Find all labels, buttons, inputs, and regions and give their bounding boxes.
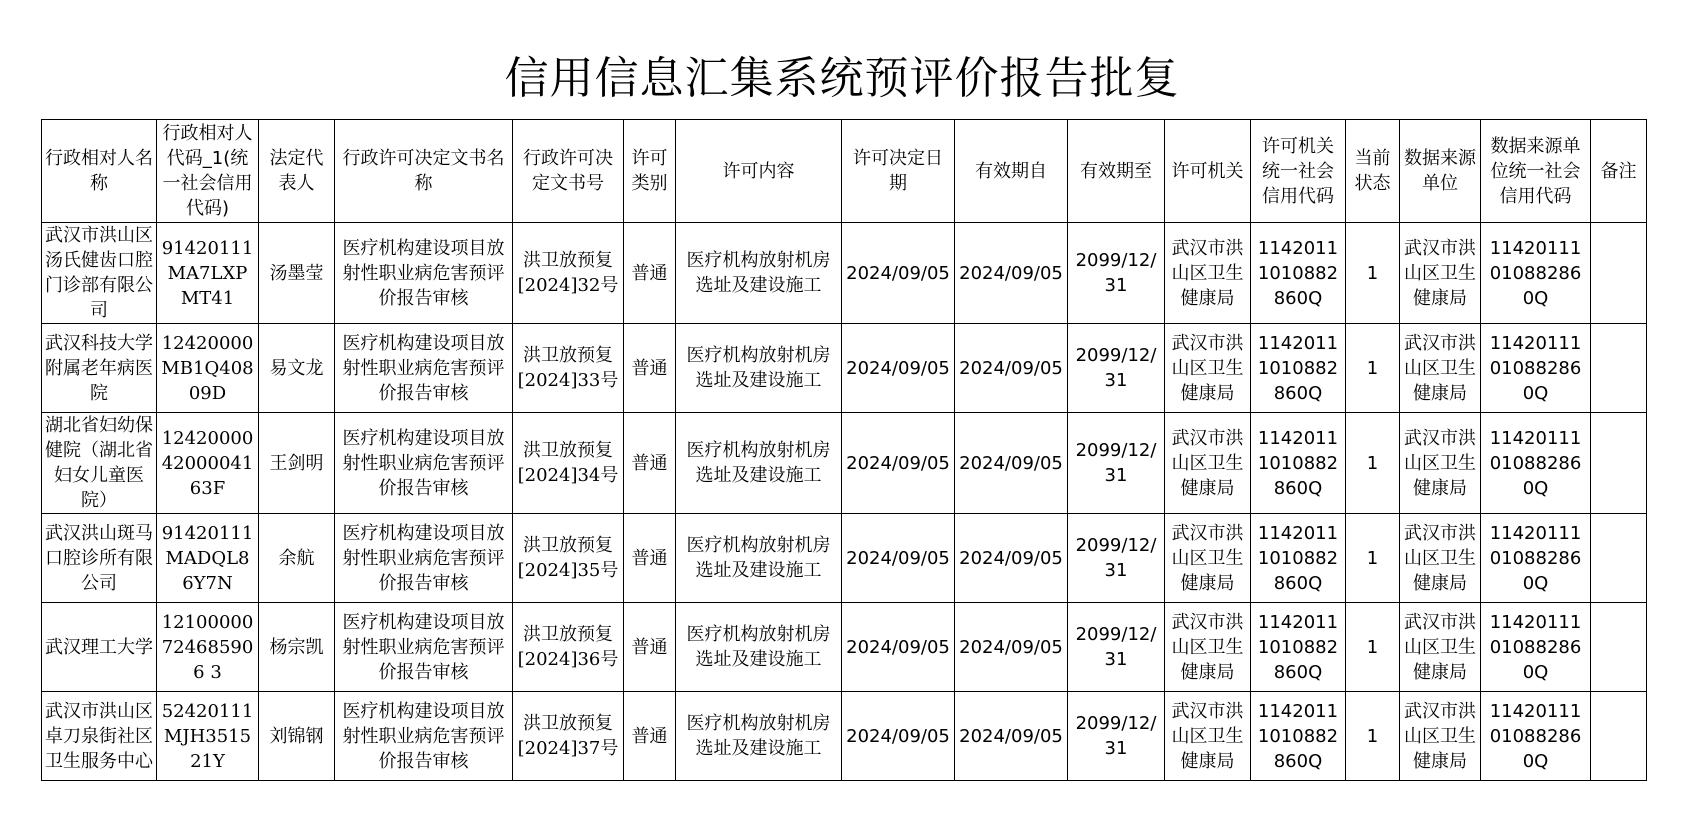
header-cell: 行政相对人名称: [42, 120, 157, 223]
table-cell: 汤墨莹: [259, 223, 335, 324]
table-cell: 2024/09/05: [842, 413, 955, 514]
header-cell: 有效期自: [955, 120, 1068, 223]
table-cell: 2024/09/05: [955, 603, 1068, 692]
table-cell: 2024/09/05: [955, 413, 1068, 514]
table-cell: 11420111010882860Q: [1481, 413, 1591, 514]
table-cell: 1: [1346, 413, 1400, 514]
table-cell: 医疗机构放射机房选址及建设施工: [676, 324, 842, 413]
table-cell: 武汉洪山斑马口腔诊所有限公司: [42, 514, 157, 603]
table-cell: 洪卫放预复[2024]32号: [513, 223, 624, 324]
table-cell: 普通: [624, 413, 676, 514]
table-cell: 武汉市洪山区卫生健康局: [1400, 223, 1481, 324]
table-cell: 医疗机构建设项目放射性职业病危害预评价报告审核: [335, 223, 513, 324]
table-cell: [1591, 413, 1647, 514]
table-cell: 11420111010882860Q: [1481, 223, 1591, 324]
table-cell: 医疗机构放射机房选址及建设施工: [676, 413, 842, 514]
table-cell: [1591, 223, 1647, 324]
table-cell: 武汉市洪山区卫生健康局: [1400, 324, 1481, 413]
header-cell: 当前状态: [1346, 120, 1400, 223]
header-cell: 行政许可决定文书名称: [335, 120, 513, 223]
table-cell: 武汉市洪山区卫生健康局: [1400, 603, 1481, 692]
table-cell: 12100000724685906 3: [157, 603, 259, 692]
table-cell: 武汉市洪山区卫生健康局: [1165, 692, 1251, 781]
table-cell: 洪卫放预复[2024]35号: [513, 514, 624, 603]
table-cell: 医疗机构建设项目放射性职业病危害预评价报告审核: [335, 324, 513, 413]
table-cell: 普通: [624, 324, 676, 413]
table-cell: 1: [1346, 223, 1400, 324]
table-cell: 2024/09/05: [955, 223, 1068, 324]
table-cell: 洪卫放预复[2024]36号: [513, 603, 624, 692]
table-body: [42, 223, 1647, 781]
table-cell: 11420111010882860Q: [1481, 324, 1591, 413]
table-cell: 洪卫放预复[2024]37号: [513, 692, 624, 781]
table-cell: 普通: [624, 223, 676, 324]
table-cell: 余航: [259, 514, 335, 603]
table-cell: 11420111010882860Q: [1251, 223, 1346, 324]
table-cell: [1591, 324, 1647, 413]
table-cell: 武汉市洪山区卫生健康局: [1165, 514, 1251, 603]
table-cell: 普通: [624, 692, 676, 781]
table-cell: [1591, 603, 1647, 692]
table-cell: 12420000MB1Q40809D: [157, 324, 259, 413]
table-cell: 11420111010882860Q: [1481, 692, 1591, 781]
table-cell: 2024/09/05: [842, 514, 955, 603]
table-cell: 普通: [624, 514, 676, 603]
header-cell: 许可内容: [676, 120, 842, 223]
table-cell: 11420111010882860Q: [1251, 514, 1346, 603]
table-cell: 11420111010882860Q: [1481, 514, 1591, 603]
table-cell: 武汉市洪山区卫生健康局: [1400, 413, 1481, 514]
header-cell: 有效期至: [1068, 120, 1165, 223]
table-cell: 1: [1346, 692, 1400, 781]
table-cell: 11420111010882860Q: [1251, 603, 1346, 692]
header-cell: 行政相对人代码_1(统一社会信用代码): [157, 120, 259, 223]
table-cell: 91420111MADQL86Y7N: [157, 514, 259, 603]
table-cell: 洪卫放预复[2024]34号: [513, 413, 624, 514]
table-cell: 91420111MA7LXPMT41: [157, 223, 259, 324]
table-cell: 武汉市洪山区卓刀泉街社区卫生服务中心: [42, 692, 157, 781]
table-cell: 52420111MJH351521Y: [157, 692, 259, 781]
table-cell: 医疗机构放射机房选址及建设施工: [676, 603, 842, 692]
table-row: [42, 413, 1647, 514]
header-cell: 行政许可决定文书号: [513, 120, 624, 223]
table-cell: 2099/12/31: [1068, 324, 1165, 413]
table-cell: 2099/12/31: [1068, 603, 1165, 692]
table-cell: 11420111010882860Q: [1251, 692, 1346, 781]
table-cell: 2024/09/05: [955, 324, 1068, 413]
header-cell: 许可机关统一社会信用代码: [1251, 120, 1346, 223]
table-cell: 1: [1346, 514, 1400, 603]
table-cell: 武汉市洪山区卫生健康局: [1400, 692, 1481, 781]
table-cell: 2024/09/05: [842, 692, 955, 781]
header-cell: 许可决定日期: [842, 120, 955, 223]
table-cell: 2099/12/31: [1068, 223, 1165, 324]
header-cell: 许可机关: [1165, 120, 1251, 223]
header-row: [42, 120, 1647, 223]
table-cell: 2024/09/05: [955, 692, 1068, 781]
table-cell: 武汉理工大学: [42, 603, 157, 692]
table-cell: 医疗机构建设项目放射性职业病危害预评价报告审核: [335, 514, 513, 603]
table-cell: 11420111010882860Q: [1251, 413, 1346, 514]
table-row: [42, 514, 1647, 603]
table-cell: 2024/09/05: [842, 324, 955, 413]
table-cell: 普通: [624, 603, 676, 692]
table-cell: 易文龙: [259, 324, 335, 413]
table-cell: 杨宗凯: [259, 603, 335, 692]
table-cell: 医疗机构建设项目放射性职业病危害预评价报告审核: [335, 692, 513, 781]
table-cell: 2099/12/31: [1068, 413, 1165, 514]
table-cell: [1591, 514, 1647, 603]
table-cell: 湖北省妇幼保健院（湖北省妇女儿童医院）: [42, 413, 157, 514]
table-cell: 11420111010882860Q: [1251, 324, 1346, 413]
table-cell: 1: [1346, 324, 1400, 413]
table-cell: 2024/09/05: [842, 603, 955, 692]
table-cell: 医疗机构放射机房选址及建设施工: [676, 692, 842, 781]
table-cell: 武汉市洪山区卫生健康局: [1165, 413, 1251, 514]
table-cell: 洪卫放预复[2024]33号: [513, 324, 624, 413]
document-title: 信用信息汇集系统预评价报告批复: [504, 53, 1180, 104]
table-cell: 刘锦钢: [259, 692, 335, 781]
table-row: [42, 223, 1647, 324]
table-cell: 医疗机构建设项目放射性职业病危害预评价报告审核: [335, 603, 513, 692]
table-cell: 2024/09/05: [842, 223, 955, 324]
table-cell: 医疗机构建设项目放射性职业病危害预评价报告审核: [335, 413, 513, 514]
table-cell: [1591, 692, 1647, 781]
table-cell: 武汉市洪山区卫生健康局: [1165, 223, 1251, 324]
table-cell: 2099/12/31: [1068, 514, 1165, 603]
header-cell: 许可类别: [624, 120, 676, 223]
table-cell: 2024/09/05: [955, 514, 1068, 603]
table-row: [42, 692, 1647, 781]
table-cell: 1: [1346, 603, 1400, 692]
table-row: [42, 603, 1647, 692]
table-cell: 武汉科技大学附属老年病医院: [42, 324, 157, 413]
header-cell: 法定代表人: [259, 120, 335, 223]
approval-table: [41, 119, 1647, 781]
table-cell: 医疗机构放射机房选址及建设施工: [676, 514, 842, 603]
header-cell: 数据来源单位: [1400, 120, 1481, 223]
table-cell: 武汉市洪山区汤氏健齿口腔门诊部有限公司: [42, 223, 157, 324]
table-cell: 王剑明: [259, 413, 335, 514]
table-cell: 武汉市洪山区卫生健康局: [1400, 514, 1481, 603]
table-row: [42, 324, 1647, 413]
table-cell: 124200004200004163F: [157, 413, 259, 514]
header-cell: 数据来源单位统一社会信用代码: [1481, 120, 1591, 223]
header-cell: 备注: [1591, 120, 1647, 223]
table-cell: 武汉市洪山区卫生健康局: [1165, 324, 1251, 413]
table-cell: 武汉市洪山区卫生健康局: [1165, 603, 1251, 692]
table-cell: 11420111010882860Q: [1481, 603, 1591, 692]
table-cell: 医疗机构放射机房选址及建设施工: [676, 223, 842, 324]
table-cell: 2099/12/31: [1068, 692, 1165, 781]
